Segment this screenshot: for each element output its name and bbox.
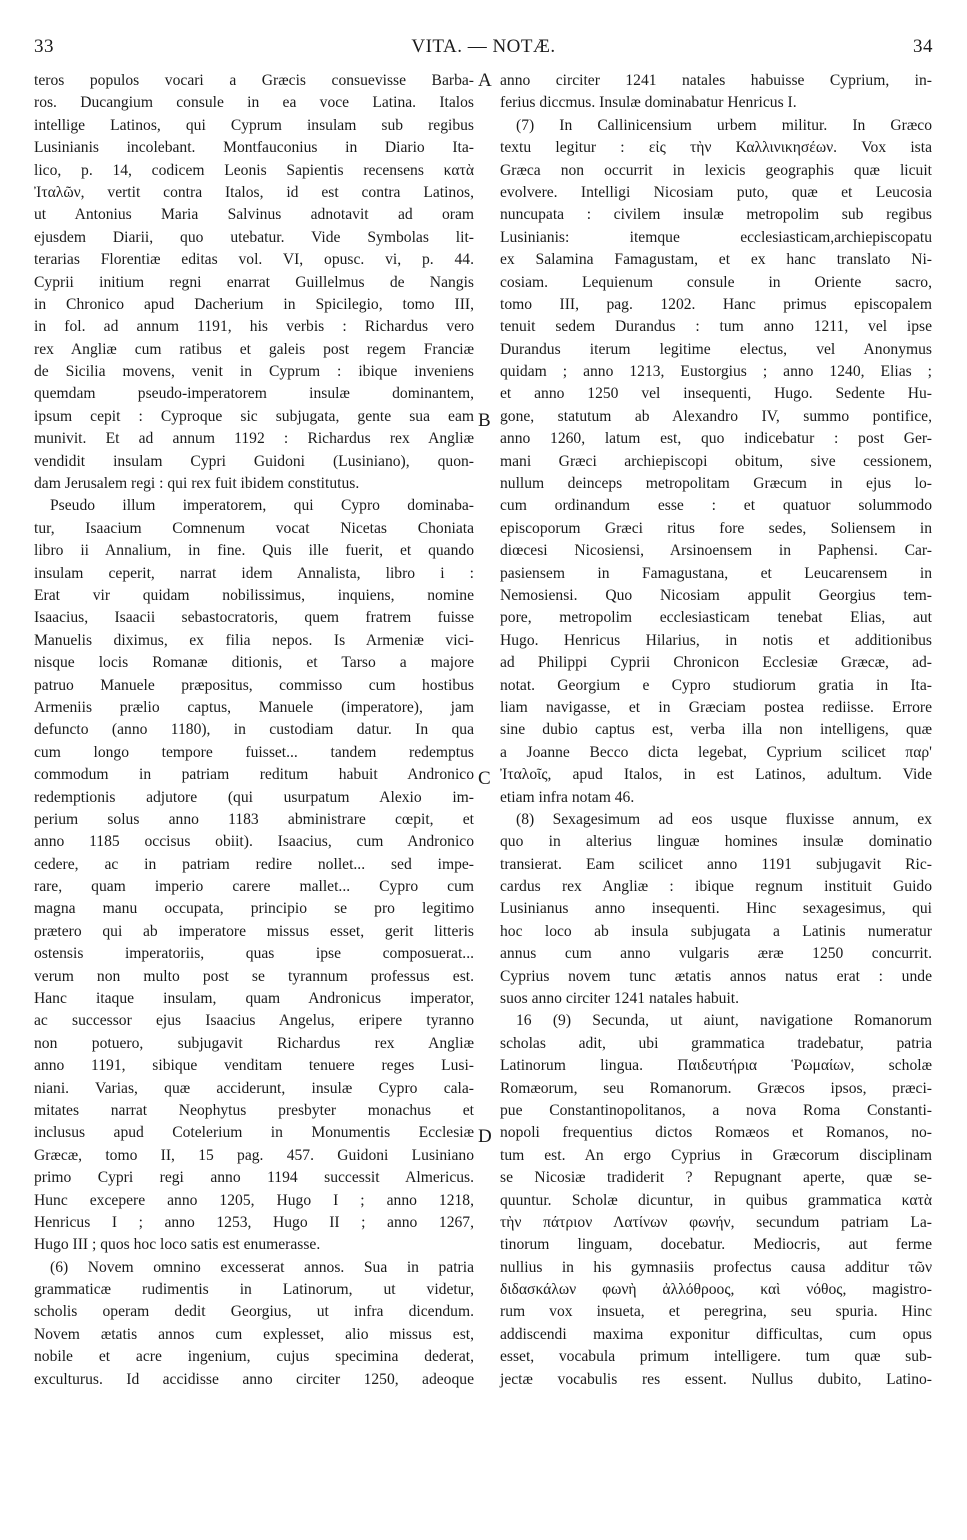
right-column <box>500 70 932 1391</box>
text-line: tenuit sedem Durandus : tum anno 1211, vel ipse <box>500 318 932 336</box>
running-header <box>34 36 933 66</box>
text-line: lico, p. 14, codicem Leonis Sapientis recensens κατὰ <box>34 161 474 179</box>
text-line: ac successor ejus Isaacius Angelus, eripere tyranno <box>34 1012 474 1030</box>
text-line: patruo Manuele præpositus, commisso cum hostibus <box>34 676 474 694</box>
text-line: exculturus. Id accidisse anno circiter 1250, adeoque <box>34 1370 474 1388</box>
text-line: Nemosiensi. Quo Nicosiam appulit Georgius tem- <box>500 586 932 604</box>
text-line: Hugo. Henricus Hilarius, in notis et additionibus <box>500 631 932 649</box>
text-line: defuncto (anno 1180), in custodiam datur. In qua <box>34 721 474 739</box>
text-line: cedere, ac in patriam redire nollet... sed impe- <box>34 855 474 873</box>
page-number-right: 34 <box>913 36 933 57</box>
page-number-left: 33 <box>34 36 54 57</box>
text-line: Romæorum, seu Romanorum. Græcos ipsos, præci- <box>500 1079 932 1097</box>
text-line: nuncupata : civilem insulæ metropolim sub regibus <box>500 206 932 224</box>
text-line: cum longo tempore fuisset... tandem redemptus <box>34 743 474 761</box>
text-line: rex Angliæ cum ratibus et galeis post regem Franciæ <box>34 340 474 358</box>
text-line: esset, vocabula primum intelligere. tum quæ sub- <box>500 1348 932 1366</box>
left-column <box>34 70 474 1391</box>
text-line: primo Cypri regi anno 1194 successit Almericus. <box>34 1169 474 1187</box>
text-line: Hugo III ; quos hoc loco satis est enumerasse. <box>34 1236 321 1254</box>
text-line: inclusus apud Cotelerium in Monumentis Ecclesiæ <box>34 1124 474 1142</box>
text-line: mitates narrat Neophytus presbyter monachus et <box>34 1101 474 1119</box>
text-line: se Nicosiæ tradiderit ? Repugnant aperte, quæ se- <box>500 1169 932 1187</box>
margin-marker-a: A <box>478 70 492 91</box>
margin-marker-d: D <box>478 1126 492 1147</box>
text-line: de Sicilia movens, venit in Cyprum : ibique inveniens <box>34 363 474 381</box>
text-line: gone, statutum ab Alexandro IV, summo pontifice, <box>500 407 932 425</box>
text-line: Erat vir quidam nobilissimus, inquiens, nomine <box>34 586 474 604</box>
text-line: Lusinianis: itemque ecclesiasticam,archiepiscopatu <box>500 228 932 246</box>
text-line: diœcesi Nicosiensi, Arsinoensem in Paphensi. Car- <box>500 542 932 560</box>
text-line: redemptionis adjutore (qui usurpatum Alexio im- <box>34 788 474 806</box>
text-line: ferius diccmus. Insulæ dominabatur Henricus I. <box>500 94 797 112</box>
text-line: pue Constantinopolitanos, a nova Roma Constanti- <box>500 1101 932 1119</box>
text-line: jectæ vocabulis res essent. Nullus dubito, Latino- <box>500 1370 932 1388</box>
text-line: ostensis imperatoriis, quas ipse composuerat... <box>34 945 474 963</box>
margin-marker-c: C <box>478 768 491 789</box>
text-line: Græca non occurrit in lexicis geographis quæ licuit <box>500 161 932 179</box>
text-line: quidam ; anno 1213, Eustorgius ; anno 1240, Elias ; <box>500 363 932 381</box>
text-line: anno 1191, sibique venditam tenuere reges Lusi- <box>34 1057 474 1075</box>
text-line: verum non multo post se tyrannum professus est. <box>34 967 474 985</box>
text-line: textu legitur : εἰς τὴν Καλλινικησέων. Vox ista <box>500 139 932 157</box>
text-line: nisque locis Romanæ ditionis, et Tarso a majore <box>34 654 474 672</box>
text-line: nullum deinceps metropolitam Græcum in ejus lo- <box>500 475 932 493</box>
text-line: ejusdem Diarii, quo utebatur. Vide Symbolas lit- <box>34 228 474 246</box>
text-line: teros populos vocari a Græcis consuevisse Barba- <box>34 72 474 89</box>
text-line: cum ordinandum esse : et quatuor solummodo <box>500 497 932 515</box>
text-line: episcoporum Græci ritus fore sedes, Soliensem in <box>500 519 932 537</box>
text-line: liam navigasse, et in Græciam postea rediisse. Errore <box>500 698 932 716</box>
text-line: scholis operam dedit Georgius, ut infra dicendum. <box>34 1303 474 1321</box>
text-line: Henricus I ; anno 1253, Hugo II ; anno 1267, <box>34 1213 474 1231</box>
text-line: Hanc itaque insulam, quam Andronicus imperator, <box>34 990 474 1008</box>
text-line: evolvere. Intelligi Nicosiam puto, quæ et Leucosia <box>500 183 932 201</box>
text-line: cosiam. Lequienum consule in Oriente sacro, <box>500 273 932 291</box>
margin-marker-b: B <box>478 410 491 431</box>
text-line: non potuero, subjugavit Richardus rex Angliæ <box>34 1034 474 1052</box>
text-line: cardus rex Angliæ : ibique regnum instituit Guido <box>500 878 932 896</box>
text-line: Hunc excepere anno 1205, Hugo I ; anno 1218, <box>34 1191 474 1209</box>
text-line: dam Jerusalem regi : qui rex fuit ibidem constitutus. <box>34 475 360 493</box>
text-line: Pseudo illum imperatorem, qui Cypro dominaba- <box>50 497 474 515</box>
text-line: Manuelis diximus, ex filia nepos. Is Armeniæ vici- <box>34 631 474 649</box>
text-line: (7) In Callinicensium urbem militur. In Græco <box>516 116 932 134</box>
text-line: magna manu occupata, principio se pro legitimo <box>34 900 474 918</box>
text-line: prætero qui ab imperatore missus esset, gerit litteris <box>34 922 474 940</box>
text-line: ut Antonius Maria Salvinus adnotavit ad oram <box>34 206 474 224</box>
text-line: Ἰταλοῖς, apud Italos, in est Latinos, adultum. Vide <box>500 766 932 784</box>
text-line: quo in alterius linguæ homines insulæ dominatio <box>500 833 932 851</box>
text-line: anno 1185 occisus obiit). Isaacius, cum Andronico <box>34 833 474 851</box>
text-line: nullius in his gymnasiis profectus causa additur τῶν <box>500 1258 932 1276</box>
text-line: pasiensem in Famagustana, et Leucarensem in <box>500 564 932 582</box>
text-line: suos anno circiter 1241 natales habuit. <box>500 990 740 1008</box>
text-line: addiscendi maxima exponitur difficultas, cum opus <box>500 1325 932 1343</box>
text-line: munivit. Et ad annum 1192 : Richardus rex Angliæ <box>34 430 474 448</box>
text-line: niani. Varias, quæ acciderunt, insulæ Cypro cala- <box>34 1079 474 1097</box>
text-line: Cyprii initium regni enarrat Guillelmus de Nangis <box>34 273 474 291</box>
text-line: mani Græci archiepiscopi obitum, sive cessionem, <box>500 452 932 470</box>
text-line: nobile et acre ingenium, cujus specimina dederat, <box>34 1348 474 1366</box>
text-line: libro ii Annalium, in fine. Quis ille fuerit, et quando <box>34 542 474 560</box>
text-line: Cyprius novem tunc ætatis annos natus erat : unde <box>500 967 932 985</box>
text-line: Lusinianis incolebant. Montfauconius in Diario Ita- <box>34 139 474 157</box>
text-line: 16 (9) Secunda, ut aiunt, navigatione Romanorum <box>516 1012 932 1030</box>
text-line: a Joanne Becco dicta legebat, Cyprium scilicet παρ' <box>500 743 932 761</box>
text-line: anno 1260, latum est, quo indicebatur : post Ger- <box>500 430 932 448</box>
text-line: tinorum linguam, docebatur. Mediocris, aut ferme <box>500 1236 932 1254</box>
text-line: commodum in patriam reditum habuit Andronico <box>34 766 474 784</box>
text-line: tur, Isaacium Comnenum vocat Nicetas Choniata <box>34 519 474 537</box>
text-line: Armeniis prælio captus, Manuele (imperatore), jam <box>34 698 474 716</box>
text-line: notat. Georgium e Cypro studiorum gratia in Ita- <box>500 676 932 694</box>
text-line: quemdam pseudo-imperatorem insulæ dominantem, <box>34 385 474 403</box>
text-line: quuntur. Scholæ dicuntur, in quibus grammatica κατὰ <box>500 1191 932 1209</box>
text-line: Durandus iterum legitime electus, vel Anonymus <box>500 340 932 358</box>
text-line: et anno 1250 vel insequenti, Hugo. Sedente Hu- <box>500 385 932 403</box>
text-line: nopoli frequentius dictos Romæos et Romanos, no- <box>500 1124 932 1142</box>
text-line: scholas adit, ubi grammatica tradebatur, patria <box>500 1034 932 1052</box>
text-line: hoc loco ab insula subjugata a Latinis numeratur <box>500 922 932 940</box>
text-line: (8) Sexagesimum ad eos usque fluxisse annum, ex <box>516 810 932 828</box>
text-line: ad Philippi Cyprii Chronicon Ecclesiæ Græcæ, ad- <box>500 654 932 672</box>
text-line: in Chronico apud Dacherium in Spicilegio, tomo III, <box>34 295 474 313</box>
text-line: Latinorum lingua. Παιδευτήρια Ῥωμαίων, scholæ <box>500 1057 932 1075</box>
text-line: Isaacius, Isaacii sebastocratoris, quem fratrem fuisse <box>34 609 474 627</box>
text-line: ex Salamina Famagustam, et ex hanc translato Ni- <box>500 251 932 269</box>
text-line: rare, quam imperio carere mallet... Cypro cum <box>34 878 474 896</box>
text-line: Lusinianus anno insequenti. Hinc sexagesimus, qui <box>500 900 932 918</box>
text-line: intellige Latinos, qui Cyprum insulam sub regibus <box>34 116 474 134</box>
text-line: terarias Florentiæ editas vol. VI, opusc. vi, p. 44. <box>34 251 474 269</box>
text-line: rum vox insueta, et peregrina, seu spuria. Hinc <box>500 1303 932 1321</box>
text-line: vendidit insulam Cypri Guidoni (Lusiniano), quon- <box>34 452 474 470</box>
text-line: tomo III, pag. 1202. Hanc primus episcopalem <box>500 295 932 313</box>
text-line: (6) Novem omnino excesserat annos. Sua in patria <box>50 1258 474 1276</box>
text-line: διδασκάλων φωνὴ ἀλλόθροος, καὶ νόθος, magistro- <box>500 1281 932 1299</box>
text-line: insulam ceperit, narrat idem Annalista, libro i : <box>34 564 474 582</box>
running-title: VITA. — NOTÆ. <box>411 36 556 57</box>
text-line: perium solus anno 1183 abministrare cœpit, et <box>34 810 474 828</box>
text-line: transierat. Eam scilicet anno 1191 subjugavit Ric- <box>500 855 932 873</box>
text-line: sine dubio captus est, verba illa non intelligens, quæ <box>500 721 932 739</box>
text-line: pore, metropolim ecclesiasticam tenebat Elias, aut <box>500 609 932 627</box>
text-line: ipsum cepit : Cyproque sic subjugata, gente sua eam <box>34 407 474 425</box>
text-line: grammaticæ rudimentis in Latinorum, ut videtur, <box>34 1281 474 1299</box>
text-line: etiam infra notam 46. <box>500 788 635 806</box>
text-line: τὴν πάτριον Λατίνων φωνήν, secundum patriam La- <box>500 1213 932 1231</box>
text-line: anno circiter 1241 natales habuisse Cyprium, in- <box>500 72 932 89</box>
text-line: Ἰταλῶν, vertit contra Italos, id est contra Latinos, <box>34 183 474 201</box>
text-line: Novem ætatis annos cum explesset, alio missus est, <box>34 1325 474 1343</box>
text-line: annus cum anno vulgaris æræ 1250 concurrit. <box>500 945 932 963</box>
text-line: in fol. ad annum 1191, his verbis : Richardus vero <box>34 318 474 336</box>
text-line: tum est. An ergo Cyprius in Græcorum disciplinam <box>500 1146 932 1164</box>
text-line: Græcæ, tomo II, 15 pag. 457. Guidoni Lusiniano <box>34 1146 474 1164</box>
text-line: ros. Ducangium consule in ea voce Latina. Italos <box>34 94 474 112</box>
